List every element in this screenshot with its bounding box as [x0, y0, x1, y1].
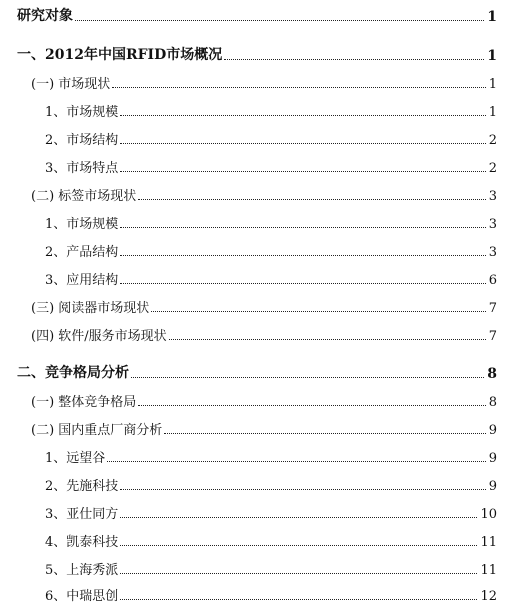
toc-entry[interactable] — [31, 72, 497, 92]
toc-entry[interactable] — [17, 44, 497, 64]
toc-leader-dots — [131, 377, 484, 378]
toc-leader-dots — [120, 227, 485, 228]
toc-entry[interactable] — [45, 212, 497, 232]
toc-entry[interactable] — [31, 418, 497, 438]
toc-entry[interactable] — [45, 502, 497, 522]
toc-entry-page: 2 — [488, 161, 497, 176]
toc-entry-page: 1 — [488, 105, 497, 120]
toc-entry-page: 1 — [488, 77, 497, 92]
toc-entry-label: 1、远望谷 — [45, 451, 106, 466]
toc-leader-dots — [107, 461, 485, 462]
toc-entry[interactable] — [45, 446, 497, 466]
toc-leader-dots — [164, 433, 485, 434]
toc-leader-dots — [224, 59, 484, 60]
toc-entry-label: 1、市场规模 — [45, 105, 119, 120]
toc-entry-label: 1、市场规模 — [45, 217, 119, 232]
toc-entry[interactable] — [45, 474, 497, 494]
toc-entry-page: 7 — [488, 329, 497, 344]
toc-entry-page: 10 — [480, 507, 497, 522]
toc-entry[interactable] — [17, 5, 497, 25]
toc-entry-page: 1 — [487, 9, 497, 25]
toc-entry-page: 9 — [488, 479, 497, 494]
toc-leader-dots — [120, 171, 485, 172]
toc-leader-dots — [75, 20, 484, 21]
toc-entry-page: 8 — [488, 395, 497, 410]
toc-entry-page: 9 — [488, 451, 497, 466]
toc-entry-page: 7 — [488, 301, 497, 316]
toc-entry[interactable] — [45, 268, 497, 288]
toc-entry-label: 2、市场结构 — [45, 133, 119, 148]
toc-entry-label: (一) 市场现状 — [31, 77, 111, 92]
toc-entry-label: 4、凯泰科技 — [45, 535, 119, 550]
toc-entry[interactable] — [45, 558, 497, 578]
toc-leader-dots — [169, 339, 486, 340]
toc-leader-dots — [138, 405, 485, 406]
toc-entry-label: (四) 软件/服务市场现状 — [31, 329, 167, 344]
toc-entry-page: 3 — [488, 245, 497, 260]
toc-leader-dots — [120, 517, 477, 518]
toc-leader-dots — [112, 87, 485, 88]
toc-leader-dots — [120, 283, 485, 284]
toc-entry-label: 5、上海秀派 — [45, 563, 119, 578]
toc-entry[interactable] — [31, 296, 497, 316]
toc-entry[interactable] — [45, 128, 497, 148]
toc-entry-label: 3、应用结构 — [45, 273, 119, 288]
toc-entry-page: 3 — [488, 217, 497, 232]
toc-entry[interactable] — [45, 584, 497, 604]
toc-entry-page: 9 — [488, 423, 497, 438]
toc-entry-label: 2、先施科技 — [45, 479, 119, 494]
toc-leader-dots — [151, 311, 485, 312]
toc-entry[interactable] — [31, 184, 497, 204]
toc-leader-dots — [120, 489, 485, 490]
toc-leader-dots — [138, 199, 485, 200]
toc-leader-dots — [120, 573, 477, 574]
toc-entry-label: (一) 整体竞争格局 — [31, 395, 137, 410]
toc-entry-label: (三) 阅读器市场现状 — [31, 301, 150, 316]
toc-entry[interactable] — [31, 324, 497, 344]
toc-entry[interactable] — [17, 362, 497, 382]
toc-entry-page: 8 — [487, 366, 497, 382]
toc-entry-label: 6、中瑞思创 — [45, 589, 119, 604]
toc-entry-label: (二) 标签市场现状 — [31, 189, 137, 204]
toc-leader-dots — [120, 599, 477, 600]
toc-entry-page: 1 — [487, 48, 497, 64]
toc-leader-dots — [120, 115, 485, 116]
toc-entry[interactable] — [45, 156, 497, 176]
toc-entry-label: 二、竞争格局分析 — [17, 365, 129, 381]
toc-entry[interactable] — [31, 390, 497, 410]
toc-entry[interactable] — [45, 100, 497, 120]
toc-entry-page: 12 — [480, 589, 497, 604]
toc-entry-label: 2、产品结构 — [45, 245, 119, 260]
toc-entry-label: 一、2012年中国RFID市场概况 — [17, 47, 223, 63]
toc-leader-dots — [120, 255, 485, 256]
toc-leader-dots — [120, 545, 477, 546]
toc-entry-label: 研究对象 — [17, 8, 73, 24]
toc-entry[interactable] — [45, 530, 497, 550]
toc-entry-page: 11 — [480, 535, 497, 550]
toc-entry-label: 3、亚仕同方 — [45, 507, 119, 522]
toc-leader-dots — [120, 143, 485, 144]
toc-entry-page: 6 — [488, 273, 497, 288]
toc-entry-label: 3、市场特点 — [45, 161, 119, 176]
toc-entry[interactable] — [45, 240, 497, 260]
toc-entry-page: 3 — [488, 189, 497, 204]
toc-entry-label: (二) 国内重点厂商分析 — [31, 423, 163, 438]
toc-entry-page: 2 — [488, 133, 497, 148]
toc-entry-page: 11 — [480, 563, 497, 578]
